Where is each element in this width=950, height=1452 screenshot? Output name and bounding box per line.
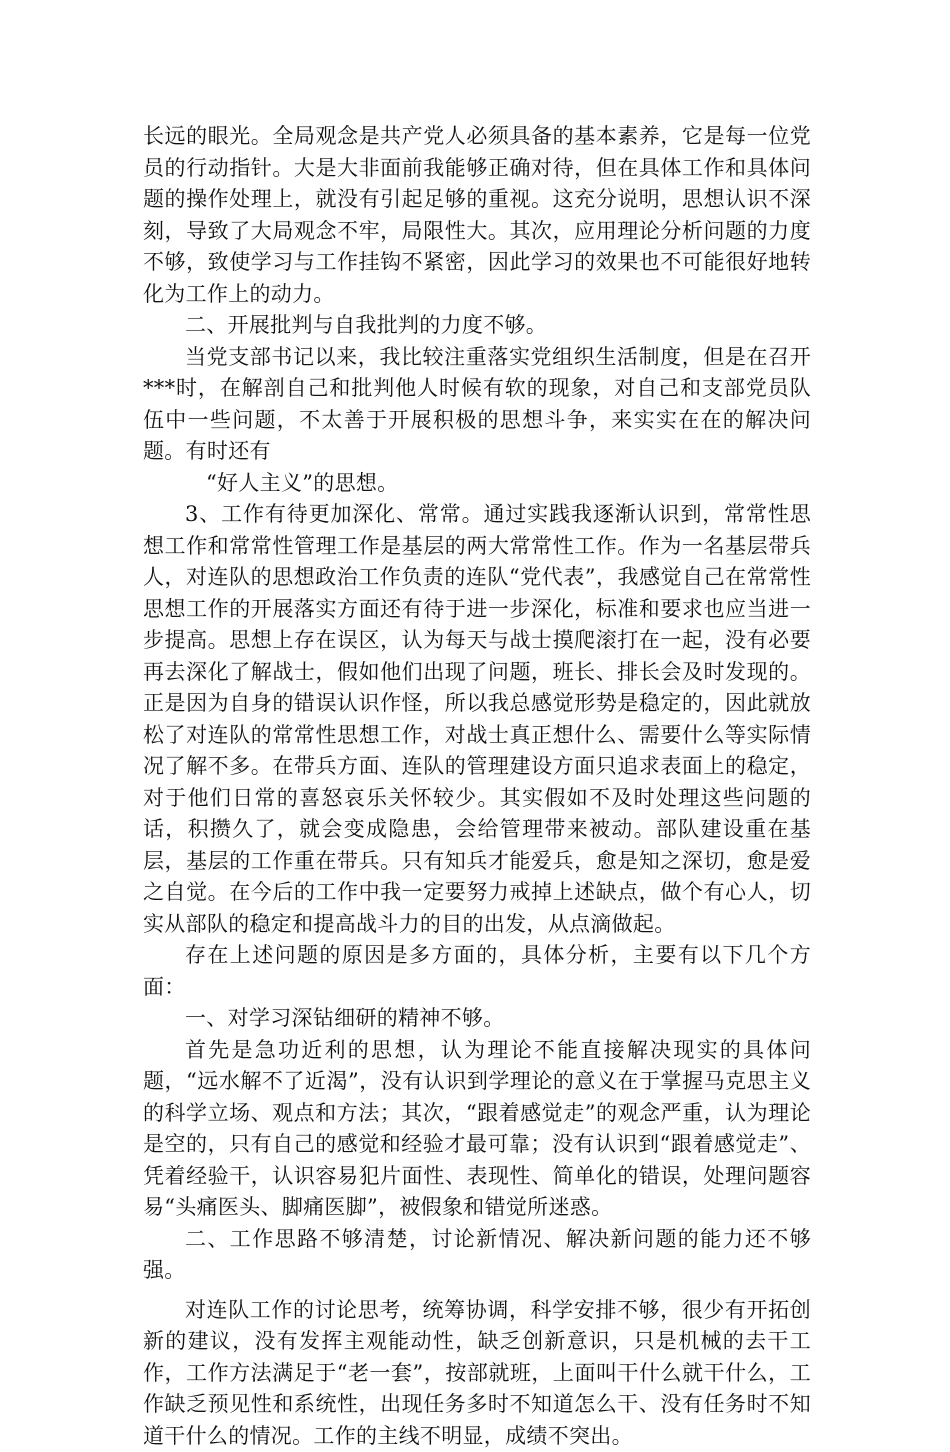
section-heading-study: 一、对学习深钻细研的精神不够。 [143, 1003, 811, 1035]
section-heading-work-ideas: 二、工作思路不够清楚，讨论新情况、解决新问题的能力还不够强。 [143, 1224, 811, 1287]
paragraph-party-life: 当党支部书记以来，我比较注重落实党组织生活制度，但是在召开***时，在解剖自己和批判他人时候有软的现象，对自己和支部党员队伍中一些问题，不太善于开展积极的思想斗争，来实实在在的解决问题。有时还有 [143, 342, 811, 468]
paragraph-work-planning: 对连队工作的讨论思考，统筹协调，科学安排不够，很少有开拓创新的建议，没有发挥主观能动性，缺乏创新意识，只是机械的去干工作，工作方法满足于“老一套”，按部就班，上面叫干什么就干什么，工作缺乏预见性和系统性，出现任务多时不知道怎么干、没有任务时不知道干什么的情况。工作的主线不明显，成绩不突出。 [143, 1295, 811, 1452]
document-body [143, 121, 811, 1452]
paragraph-good-man-ism: “好人主义”的思想。 [143, 468, 811, 500]
section-heading-criticism: 二、开展批判与自我批判的力度不够。 [143, 310, 811, 342]
paragraph-work-deepening: 3、工作有待更加深化、常常。通过实践我逐渐认识到，常常性思想工作和常常性管理工作是基层的两大常常性工作。作为一名基层带兵人，对连队的思想政治工作负责的连队“党代表”，我感觉自己在常常性思想工作的开展落实方面还有待于进一步深化，标准和要求也应当进一步提高。思想上存在误区，认为每天与战士摸爬滚打在一起，没有必要再去深化了解战士，假如他们出现了问题，班长、排长会及时发现的。正是因为自身的错误认识作怪，所以我总感觉形势是稳定的，因此就放松了对连队的常常性思想工作，对战士真正想什么、需要什么等实际情况了解不多。在带兵方面、连队的管理建设方面只追求表面上的稳定，对于他们日常的喜怒哀乐关怀较少。其实假如不及时处理这些问题的话，积攒久了，就会变成隐患，会给管理带来被动。部队建设重在基层，基层的工作重在带兵。只有知兵才能爱兵，愈是知之深切，愈是爱之自觉。在今后的工作中我一定要努力戒掉上述缺点，做个有心人，切实从部队的稳定和提高战斗力的目的出发，从点滴做起。 [143, 499, 811, 940]
paragraph-causes-intro: 存在上述问题的原因是多方面的，具体分析，主要有以下几个方面： [143, 940, 811, 1003]
paragraph-study-analysis: 首先是急功近利的思想，认为理论不能直接解决现实的具体问题，“远水解不了近渴”，没有认识到学理论的意义在于掌握马克思主义的科学立场、观点和方法；其次，“跟着感觉走”的观念严重，认为理论是空的，只有自己的感觉和经验才最可靠；没有认识到“跟着感觉走”、凭着经验干，认识容易犯片面性、表现性、简单化的错误，处理问题容易“头痛医头、脚痛医脚”，被假象和错觉所迷惑。 [143, 1035, 811, 1224]
paragraph-continuation: 长远的眼光。全局观念是共产党人必须具备的基本素养，它是每一位党员的行动指针。大是大非面前我能够正确对待，但在具体工作和具体问题的操作处理上，就没有引起足够的重视。这充分说明，思想认识不深刻，导致了大局观念不牢，局限性大。其次，应用理论分析问题的力度不够，致使学习与工作挂钩不紧密，因此学习的效果也不可能很好地转化为工作上的动力。 [143, 121, 811, 310]
